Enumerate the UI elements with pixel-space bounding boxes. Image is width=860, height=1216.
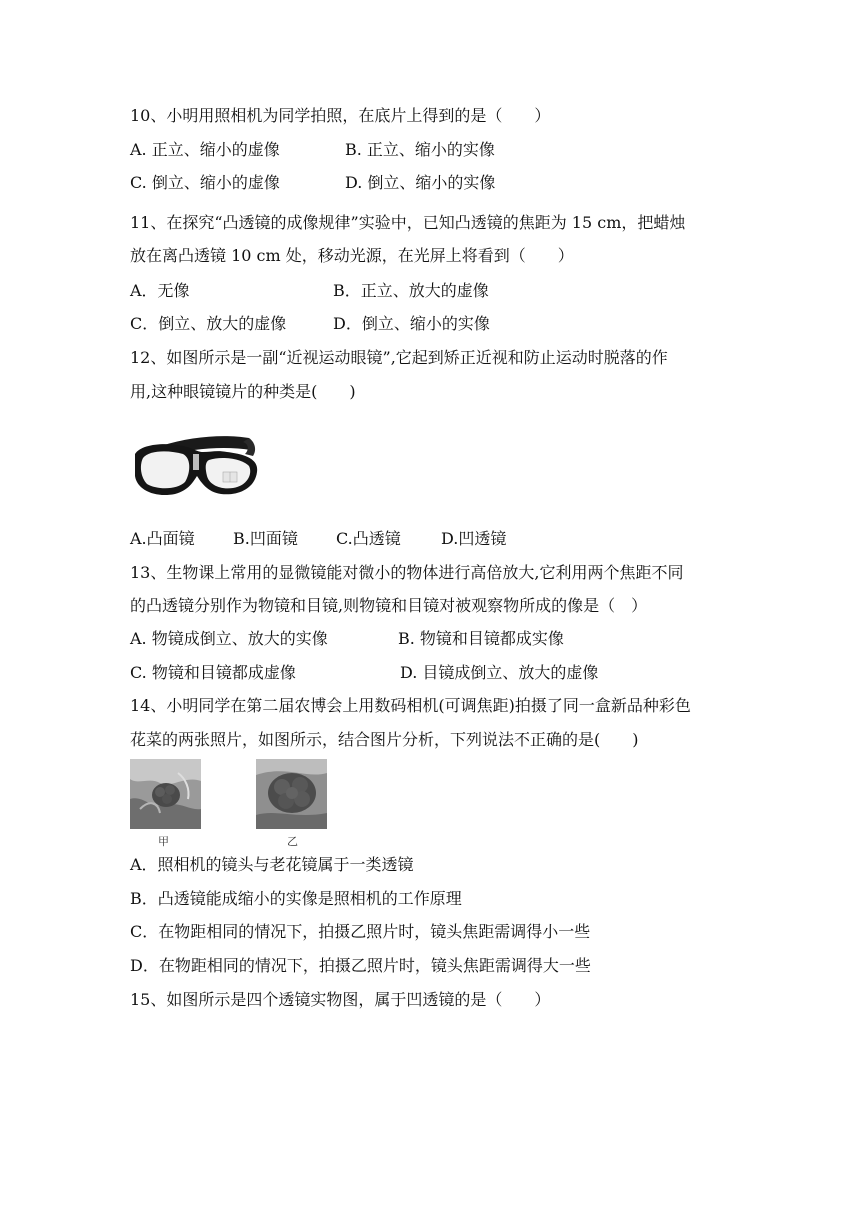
q11-option-c: C．倒立、放大的虚像 [130, 314, 287, 333]
q12-stem-line1: 12、如图所示是一副“近视运动眼镜”,它起到矫正近视和防止运动时脱落的作 [130, 348, 668, 367]
q13-option-b: B. 物镜和目镜都成实像 [398, 629, 564, 648]
q13-option-a: A. 物镜成倒立、放大的实像 [130, 629, 328, 648]
q13-option-c: C. 物镜和目镜都成虚像 [130, 663, 296, 682]
photo-right-caption: 乙 [287, 835, 298, 848]
sports-glasses-image [131, 432, 263, 500]
cauliflower-photo-right [256, 759, 327, 829]
q12-stem-line2: 用,这种眼镜镜片的种类是( ) [130, 382, 356, 401]
q11-option-a: A．无像 [130, 281, 190, 300]
q10-option-d: D. 倒立、缩小的实像 [345, 173, 496, 192]
photo-left-caption: 甲 [158, 835, 169, 848]
q14-stem-line2: 花菜的两张照片，如图所示，结合图片分析，下列说法不正确的是( ) [130, 730, 639, 749]
q14-option-b: B．凸透镜能成缩小的实像是照相机的工作原理 [130, 889, 462, 908]
q14-stem-line1: 14、小明同学在第二届农博会上用数码相机(可调焦距)拍摄了同一盒新品种彩色 [130, 696, 691, 715]
q11-stem-line1: 11、在探究“凸透镜的成像规律”实验中，已知凸透镜的焦距为 15 cm，把蜡烛 [130, 213, 686, 232]
q10-option-b: B. 正立、缩小的实像 [345, 140, 495, 159]
q12-option-c: C.凸透镜 [336, 529, 401, 548]
q12-option-d: D.凹透镜 [441, 529, 507, 548]
q14-option-a: A．照相机的镜头与老花镜属于一类透镜 [130, 855, 414, 874]
q11-option-b: B．正立、放大的虚像 [333, 281, 489, 300]
glasses-left-lens [141, 451, 189, 488]
q10-stem: 10、小明用照相机为同学拍照，在底片上得到的是（ ） [130, 106, 551, 125]
q12-option-b: B.凹面镜 [233, 529, 298, 548]
q12-option-a: A.凸面镜 [130, 529, 195, 548]
q11-option-d: D．倒立、缩小的实像 [333, 314, 490, 333]
q13-stem-line2: 的凸透镜分别作为物镜和目镜,则物镜和目镜对被观察物所成的像是（ ） [130, 596, 648, 615]
q15-stem: 15、如图所示是四个透镜实物图，属于凹透镜的是（ ） [130, 990, 551, 1009]
q14-option-c: C．在物距相同的情况下，拍摄乙照片时，镜头焦距需调得小一些 [130, 922, 591, 941]
q13-stem-line1: 13、生物课上常用的显微镜能对微小的物体进行高倍放大,它利用两个焦距不同 [130, 563, 684, 582]
q11-stem-line2: 放在离凸透镜 10 cm 处，移动光源，在光屏上将看到（ ） [130, 246, 574, 265]
q10-option-c: C. 倒立、缩小的虚像 [130, 173, 280, 192]
cauliflower-photo-left [130, 759, 201, 829]
q13-option-d: D. 目镜成倒立、放大的虚像 [400, 663, 599, 682]
q10-option-a: A. 正立、缩小的虚像 [130, 140, 280, 159]
q14-option-d: D．在物距相同的情况下，拍摄乙照片时，镜头焦距需调得大一些 [130, 956, 591, 975]
